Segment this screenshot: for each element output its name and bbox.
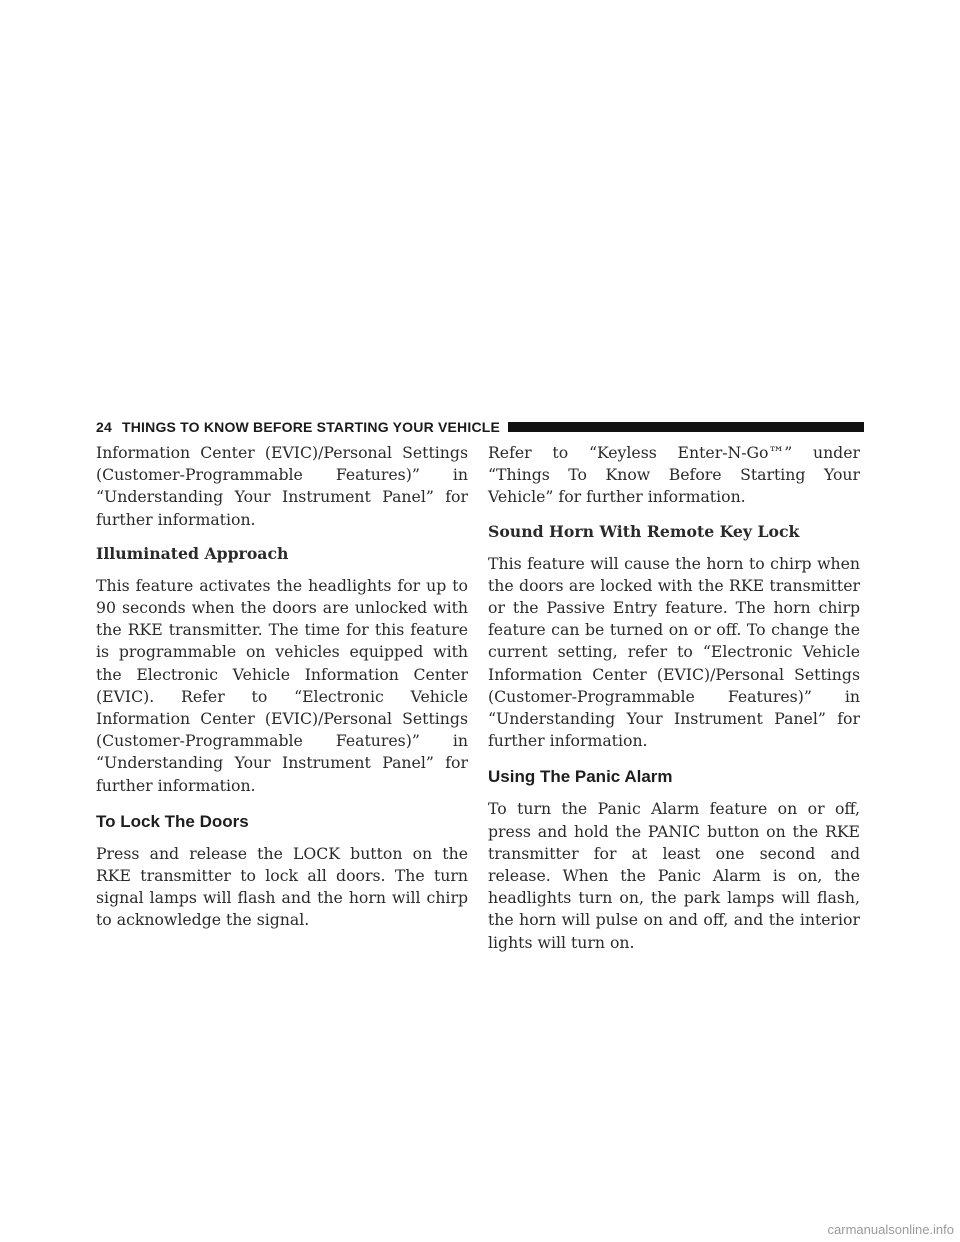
illuminated-approach-paragraph: This feature activates the headlights for up to 90 seconds when the doors are unlocked with the RKE transmitter. The time for this feature is programmable on vehicles equipped with the Electronic Vehicle Information Center (EVIC). Refer to “Electronic Vehicle Information Center (EVIC)/Personal Settings (Customer-Programmable Features)” in “Understanding Your Instrument Panel” for further information. <box>96 575 468 795</box>
left-column <box>96 442 468 944</box>
panic-alarm-heading: Using The Panic Alarm <box>488 767 673 787</box>
keyless-reference-paragraph: Refer to “Keyless Enter-N-Go™” under “Things To Know Before Starting Your Vehicle” for further information. <box>488 443 860 507</box>
page-header <box>96 416 864 438</box>
lock-doors-paragraph: Press and release the LOCK button on the RKE transmitter to lock all doors. The turn signal lamps will flash and the horn will chirp to acknowledge the signal. <box>96 843 468 930</box>
right-column <box>488 442 860 966</box>
header-rule <box>508 422 864 432</box>
intro-paragraph: Information Center (EVIC)/Personal Settings (Customer-Programmable Features)” in “Understanding Your Instrument Panel” for further information. <box>96 443 468 529</box>
sound-horn-heading: Sound Horn With Remote Key Lock <box>488 521 800 541</box>
panic-alarm-paragraph: To turn the Panic Alarm feature on or off, press and hold the PANIC button on the RKE transmitter for at least one second and release. When the Panic Alarm is on, the headlights turn on, the park lamps will flash, the horn will pulse on and off, and the interior lights will turn on. <box>488 799 860 952</box>
page-number: 24 <box>96 419 112 435</box>
illuminated-approach-heading: Illuminated Approach <box>96 543 289 563</box>
lock-doors-heading: To Lock The Doors <box>96 811 249 831</box>
sound-horn-paragraph: This feature will cause the horn to chirp when the doors are locked with the RKE transmitter or the Passive Entry feature. The horn chirp feature can be turned on or off. To change the current setting, refer to “Electronic Vehicle Information Center (EVIC)/Personal Settings (Customer-Programmable Features)” in “Understanding Your Instrument Panel” for further information. <box>488 553 860 751</box>
footer-watermark: carmanualsonline.info <box>827 1222 954 1237</box>
section-title: THINGS TO KNOW BEFORE STARTING YOUR VEHICLE <box>121 419 501 435</box>
